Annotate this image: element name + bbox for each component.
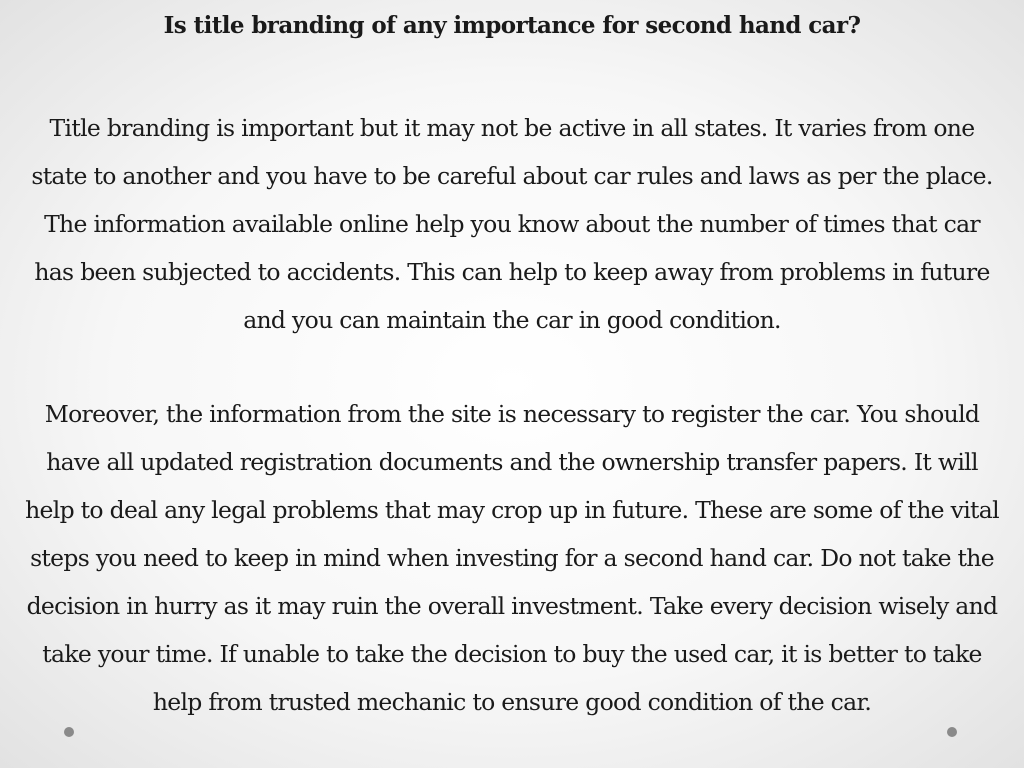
- right-dot-decoration: [947, 727, 957, 737]
- left-dot-decoration: [64, 727, 74, 737]
- paragraph-2: Moreover, the information from the site is necessary to register the car. You should have all updated registration documents and the ownership transfer papers. It will help to deal any legal problems that may crop up in future. These are some of the vital steps you need to keep in mind when investing for a second hand car. Do not take the decision in hurry as it may ruin the overall investment. Take every decision wisely and take your time. If unable to take the decision to buy the used car, it is better to take help from trusted mechanic to ensure good condition of the car.: [25, 400, 999, 716]
- slide-title: Is title branding of any importance for second hand car?: [163, 12, 861, 39]
- paragraph-1: Title branding is important but it may not be active in all states. It varies from one state to another and you have to be careful about car rules and laws as per the place. The information available online help you know about the number of times that car has been subjected to accidents. This can help to keep away from problems in future and you can maintain the car in good condition.: [31, 114, 993, 334]
